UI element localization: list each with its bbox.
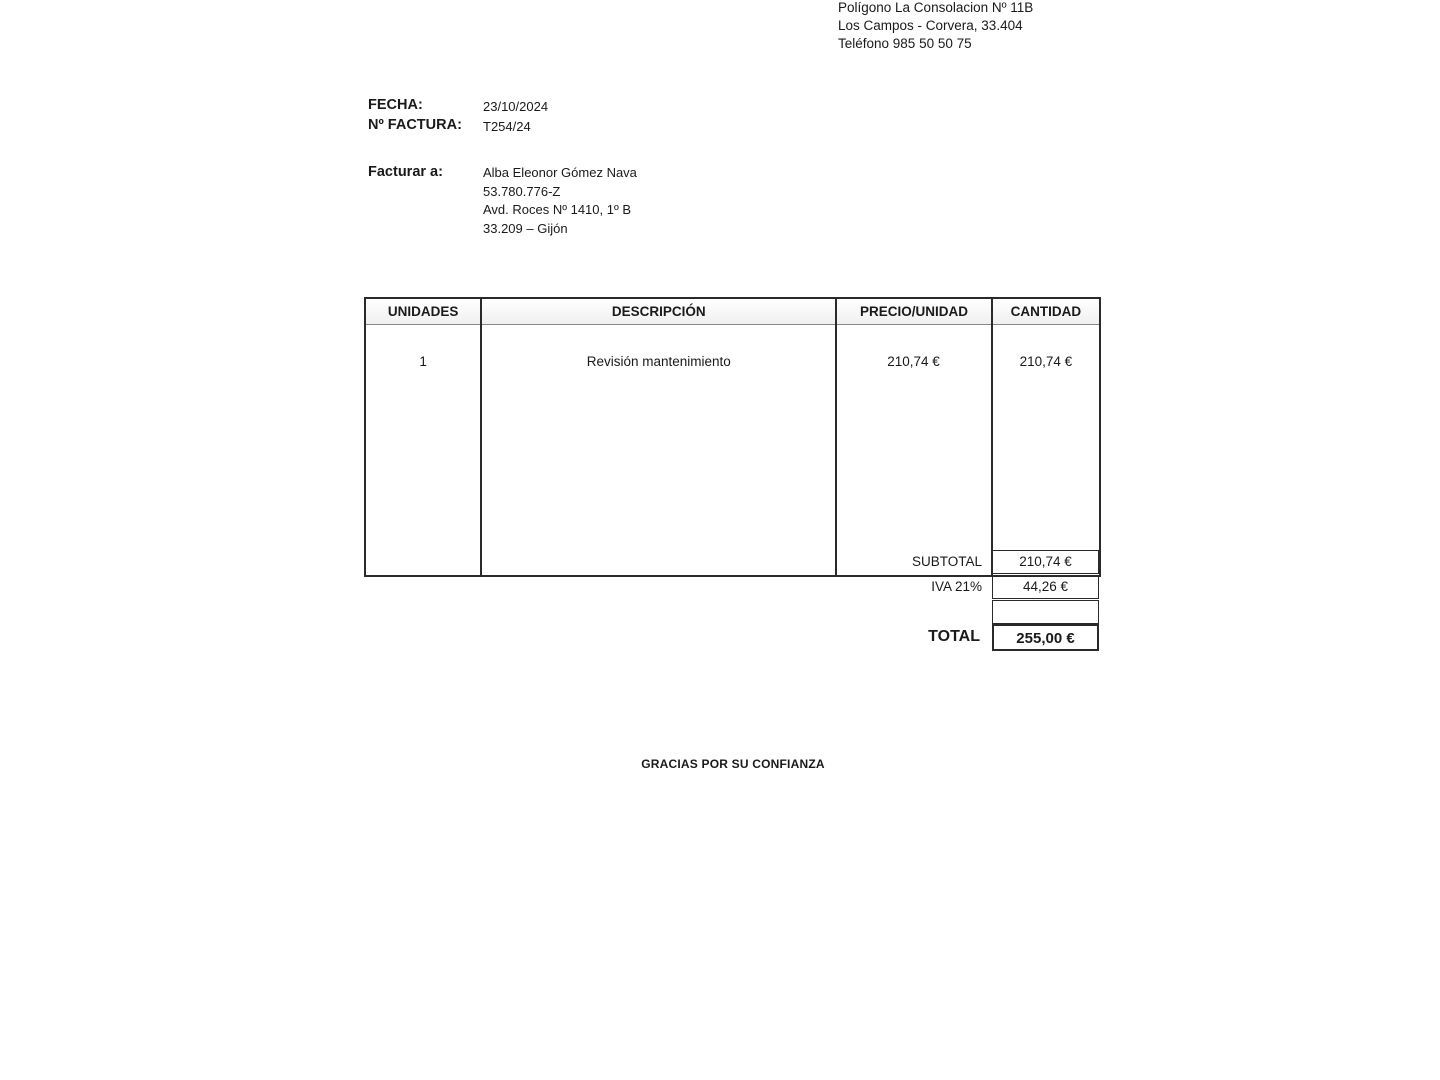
subtotal-label: SUBTOTAL [911, 554, 982, 569]
invoice-number-label: Nº FACTURA: [368, 117, 462, 133]
row-units: 1 [365, 325, 481, 577]
empty-summary-box [992, 600, 1099, 624]
customer-id: 53.780.776-Z [483, 183, 561, 199]
invoice-items-table [364, 297, 1101, 577]
date-value: 23/10/2024 [483, 99, 549, 114]
company-address [838, 0, 1033, 53]
total-value: 255,00 € [992, 624, 1099, 651]
invoice-number-value: T254/24 [483, 119, 531, 134]
header-unit-price: PRECIO/UNIDAD [836, 298, 991, 325]
header-amount: CANTIDAD [992, 298, 1100, 325]
subtotal-value: 210,74 € [992, 550, 1099, 574]
row-unit-price: 210,74 € [836, 325, 991, 577]
row-description: Revisión mantenimiento [481, 325, 836, 577]
tax-value: 44,26 € [992, 575, 1099, 599]
table-header-row [365, 298, 1100, 325]
company-phone: Teléfono 985 50 50 75 [838, 36, 972, 51]
bill-to-details [483, 164, 637, 238]
thank-you-note: GRACIAS POR SU CONFIANZA [641, 757, 825, 771]
customer-city: 33.209 – Gijón [483, 220, 568, 236]
company-address-line1: Polígono La Consolacion Nº 11B [838, 0, 1034, 15]
tax-label: IVA 21% [931, 579, 982, 594]
header-units: UNIDADES [365, 298, 481, 325]
customer-street: Avd. Roces Nº 1410, 1º B [483, 202, 632, 217]
date-label: FECHA: [368, 97, 423, 113]
company-address-line2: Los Campos - Corvera, 33.404 [838, 18, 1023, 33]
total-label: TOTAL [928, 628, 980, 645]
header-description: DESCRIPCIÓN [481, 298, 836, 325]
table-row [365, 325, 1100, 577]
customer-name: Alba Eleonor Gómez Nava [483, 165, 637, 180]
row-amount: 210,74 € [992, 325, 1100, 577]
bill-to-label: Facturar a: [368, 164, 443, 180]
